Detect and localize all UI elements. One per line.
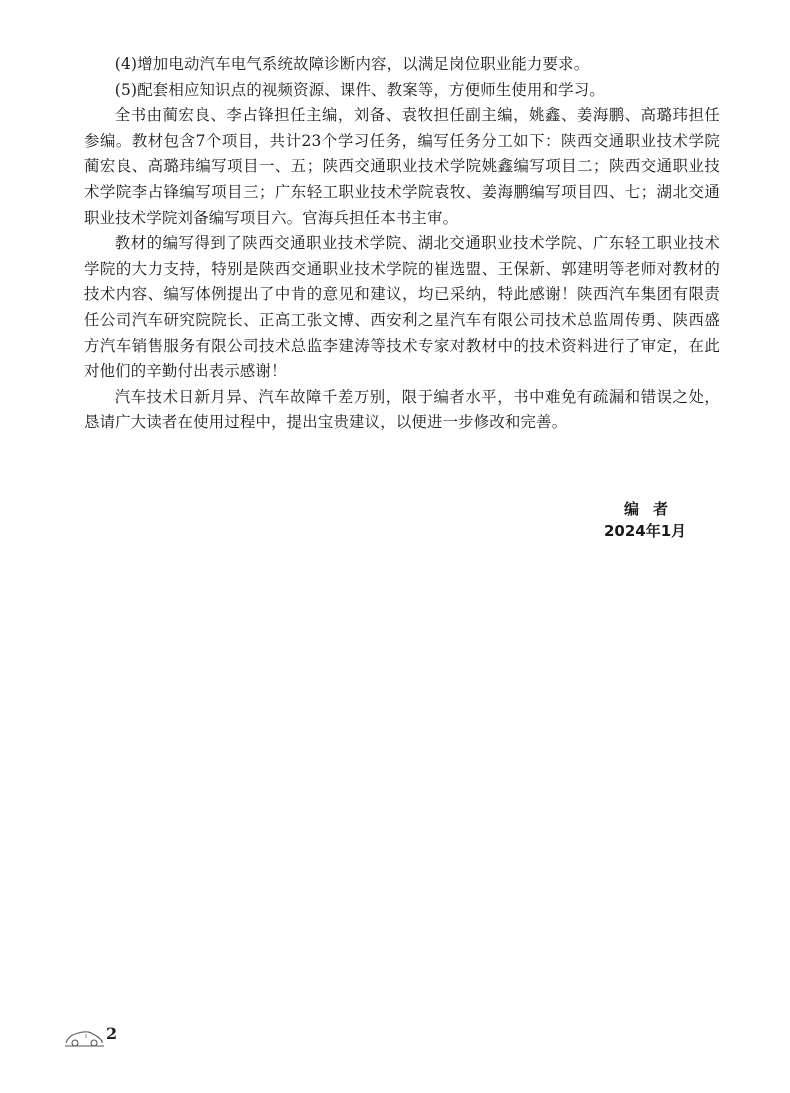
signature-author: 编者 — [624, 500, 683, 518]
signature-date: 2024年1月 — [604, 522, 687, 540]
page-number: 2 — [106, 1024, 118, 1043]
preface-body — [84, 52, 720, 436]
car-outline-icon — [64, 1026, 104, 1048]
paragraph-acknowledgements: 教材的编写得到了陕西交通职业技术学院、湖北交通职业技术学院、广东轻工职业技术学院的大力支持，特别是陕西交通职业技术学院的崔选盟、王保新、郭建明等老师对教材的技术内容、编写体例提出了中肯的意见和建议，均已采纳，特此感谢！陕西汽车集团有限责任公司汽车研究院院长、正高工张文博、西安利之星汽车有限公司技术总监周传勇、陕西盛方汽车销售服务有限公司技术总监李建涛等技术专家对教材中的技术资料进行了审定，在此对他们的辛勤付出表示感谢！ — [84, 234, 720, 381]
page-footer — [64, 1022, 144, 1052]
paragraph-closing: 汽车技术日新月异、汽车故障千差万别，限于编者水平，书中难免有疏漏和错误之处，恳请广大读者在使用过程中，提出宝贵建议，以便进一步修改和完善。 — [84, 387, 720, 432]
paragraph-item-5: (5)配套相应知识点的视频资源、课件、教案等，方便师生使用和学习。 — [114, 80, 605, 99]
paragraph-item-4: (4)增加电动汽车电气系统故障诊断内容，以满足岗位职业能力要求。 — [114, 55, 590, 73]
paragraph-authors: 全书由蔺宏良、李占锋担任主编，刘备、袁牧担任副主编，姚鑫、姜海鹏、高璐玮担任参编。教材包含7个项目，共计23个学习任务，编写任务分工如下：陕西交通职业技术学院蔺宏良、高璐玮编写项目一、五；陕西交通职业技术学院姚鑫编写项目二；陕西交通职业技术学院李占锋编写项目三；广东轻工职业技术学院袁牧、姜海鹏编写项目四、七；湖北交通职业技术学院刘备编写项目六。官海兵担任本书主审。 — [84, 106, 720, 227]
